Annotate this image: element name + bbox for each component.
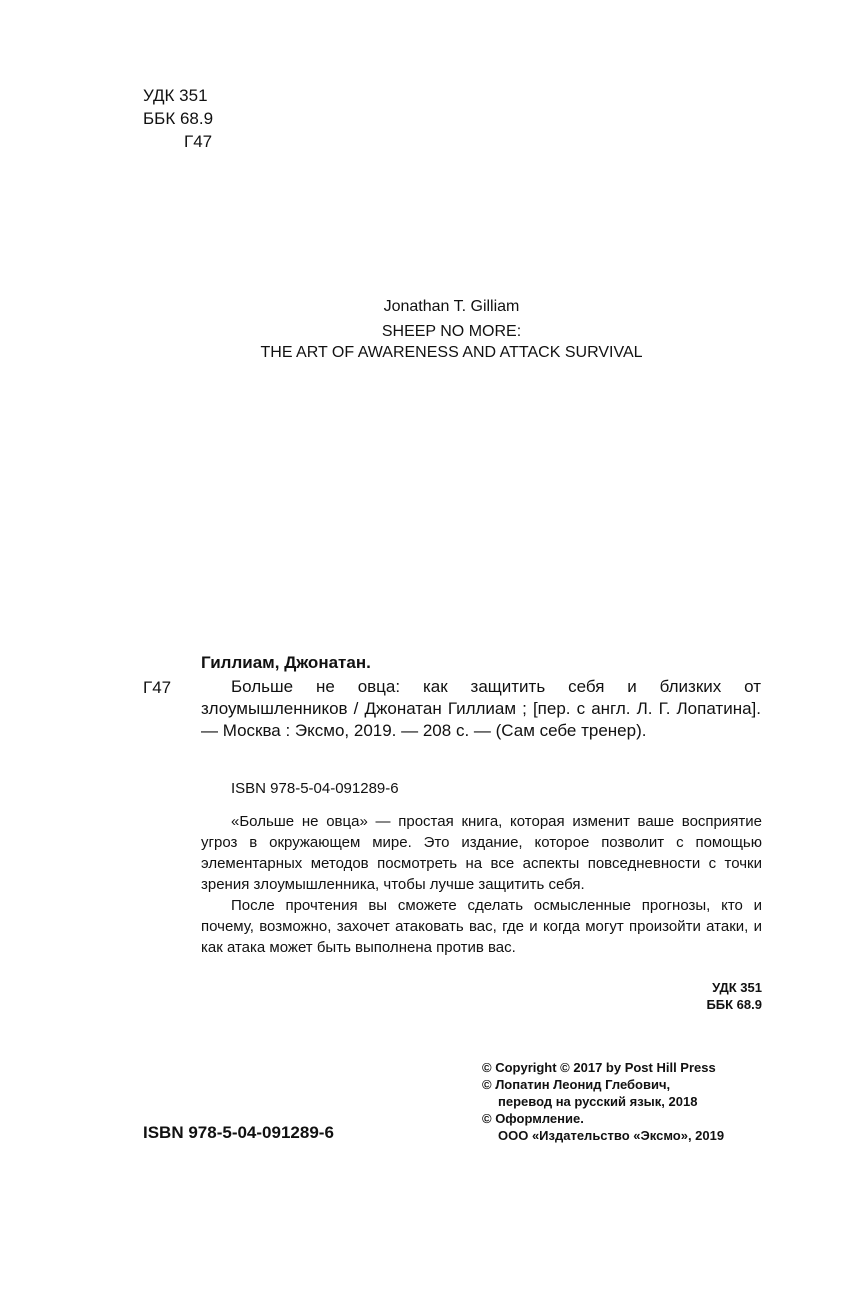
copyright-line-2: © Лопатин Леонид Глебович, xyxy=(482,1077,671,1092)
udk-code-right: УДК 351 xyxy=(712,980,762,995)
annotation-paragraph-2: После прочтения вы сможете сделать осмысленные прогнозы, кто и почему, возможно, захочет атаковать вас, где и когда могут произойти атаки, и как атака может быть выполнена против вас. xyxy=(201,897,762,956)
copyright-line-3: перевод на русский язык, 2018 xyxy=(498,1094,698,1109)
original-title-line1: SHEEP NO MORE: xyxy=(381,323,522,340)
record-description-text: Больше не овца: как защитить себя и близких от злоумышленников / Джонатан Гиллиам ; [пер. с англ. Л. Г. Лопатина]. — Москва : Эксмо, 2019. — 208 с. — (Сам себе тренер). xyxy=(201,677,761,740)
record-author-sign: Г47 xyxy=(143,678,172,697)
bbk-code-right: ББК 68.9 xyxy=(706,997,762,1012)
record-description xyxy=(201,676,761,742)
record-heading: Гиллиам, Джонатан. xyxy=(201,653,371,672)
bbk-code: ББК 68.9 xyxy=(143,109,214,128)
isbn-bottom: ISBN 978-5-04-091289-6 xyxy=(143,1123,334,1142)
annotation-paragraph-1: «Больше не овца» — простая книга, которая изменит ваше восприятие угроз в окружающем мире. Это издание, которое позволит с помощью элементарных методов посмотреть на все аспекты повседневности с точки зрения злоумышленника, чтобы лучше защитить себя. xyxy=(201,813,762,893)
record-isbn: ISBN 978-5-04-091289-6 xyxy=(231,780,399,797)
annotation xyxy=(201,811,762,958)
copyright-line-4: © Оформление. xyxy=(482,1111,584,1126)
original-author: Jonathan T. Gilliam xyxy=(383,298,520,315)
udk-code: УДК 351 xyxy=(143,86,208,105)
copyright-line-1: © Copyright © 2017 by Post Hill Press xyxy=(482,1060,716,1075)
copyright-line-5: ООО «Издательство «Эксмо», 2019 xyxy=(498,1128,725,1143)
author-sign: Г47 xyxy=(184,132,213,151)
original-title-line2: THE ART OF AWARENESS AND ATTACK SURVIVAL xyxy=(260,344,643,361)
